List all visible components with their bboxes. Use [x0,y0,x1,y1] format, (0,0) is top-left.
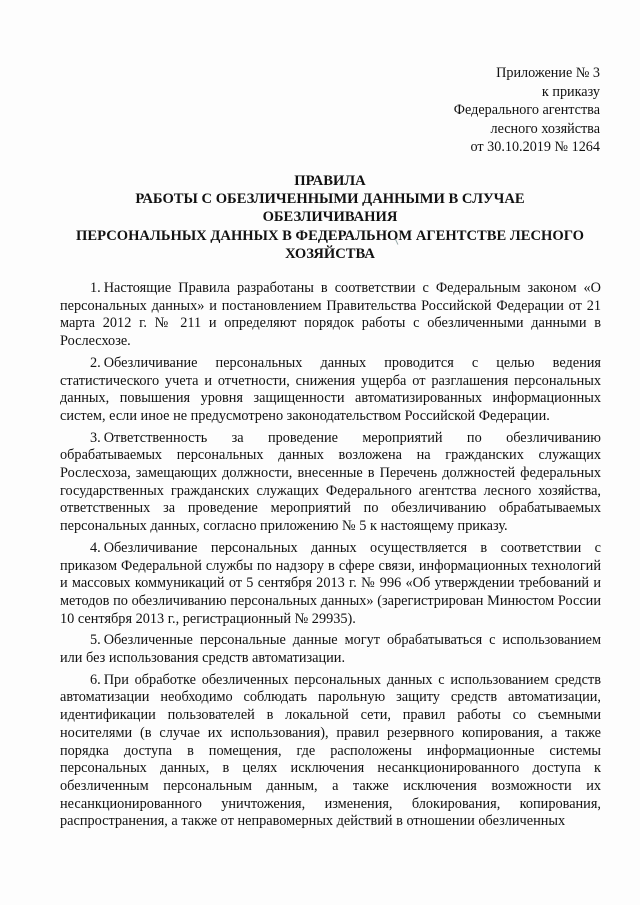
approval-stamp [454,64,600,157]
title-line: ПЕРСОНАЛЬНЫХ ДАННЫХ В ФЕДЕРАЛЬНОМ АГЕНТСТВЕ ЛЕСНОГО [76,227,584,244]
paragraph-text: Обезличивание персональных данных осуществляется в соответствии с приказом Федеральной службы по надзору в сфере связи, информационных технологий и массовых коммуникаций от 5 сентября 2013 г. № 996 «Об утверждении требований и методов по обезличиванию персональных данных» (зарегистрирован Минюстом России 10 сентября 2013 г., регистрационный № 29935). [60,539,601,627]
title-line: ОБЕЗЛИЧИВАНИЯ [262,209,398,226]
approval-line: к приказу [541,83,600,100]
paragraph-text: Настоящие Правила разработаны в соответствии с Федеральным законом «О персональных данных» и постановлением Правительства Российской Федерации от 21 марта 2012 г. № 211 и определяют порядок работы с обезличенными данными в Рослесхозе. [60,280,601,350]
approval-line: лесного хозяйства [490,120,600,137]
paragraph-number: 5. [90,632,101,649]
paragraph [60,430,601,536]
paragraph-number: 2. [90,354,101,371]
title-line: РАБОТЫ С ОБЕЗЛИЧЕННЫМИ ДАННЫМИ В СЛУЧАЕ [135,191,525,208]
paragraph-number: 6. [90,671,101,688]
approval-line: Федерального агентства [453,102,600,119]
paragraph-number: 3. [90,429,101,446]
document-title [60,172,600,263]
paragraph [60,632,601,667]
paragraph-number: 4. [90,539,101,556]
paragraph-number: 1. [90,280,101,296]
paragraph-text: Обезличенные персональные данные могут обрабатываться с использованием или без использования средств автоматизации. [60,632,601,667]
paragraph [60,540,601,629]
approval-line: от 30.10.2019 № 1264 [470,139,600,156]
paragraph [60,355,601,426]
paragraph-text: Ответственность за проведение мероприятий по обезличиванию обрабатываемых персональных данных возложена на гражданских служащих Рослесхоза, замещающих должности, внесенные в Перечень должностей федеральных государственных гражданских служащих Федерального агентства лесного хозяйства, ответственных за проведение мероприятий по обезличиванию обрабатываемых персональных данных, согласно приложению № 5 к настоящему приказу. [60,429,601,535]
title-line: ПРАВИЛА [294,173,366,189]
paragraph-text: При обработке обезличенных персональных данных с использованием средств автоматизации необходимо соблюдать парольную защиту средств автоматизации, идентификации пользователей в локальной сети, правил работы со съемными носителями (в случае их использования), правил резервного копирования, а также порядка доступа в помещения, где расположены информационные системы персональных данных, в целях исключения несанкционированного доступа к обезличенным персональным данным, а также исключения возможности их несанкционированного уничтожения, изменения, блокирования, копирования, распространения, а также от неправомерных действий в отношении обезличенных [60,671,601,830]
paragraph [60,280,601,351]
paragraph-text: Обезличивание персональных данных проводится с целью ведения статистического учета и отчетности, снижения ущерба от разглашения персональных данных, повышения уровня защищенности автоматизированных информационных систем, если иное не предусмотрено законодательством Российской Федерации. [60,354,601,424]
document-body [60,280,601,835]
approval-line: Приложение № 3 [496,65,600,81]
title-line: ХОЗЯЙСТВА [285,245,375,262]
paragraph [60,672,601,831]
